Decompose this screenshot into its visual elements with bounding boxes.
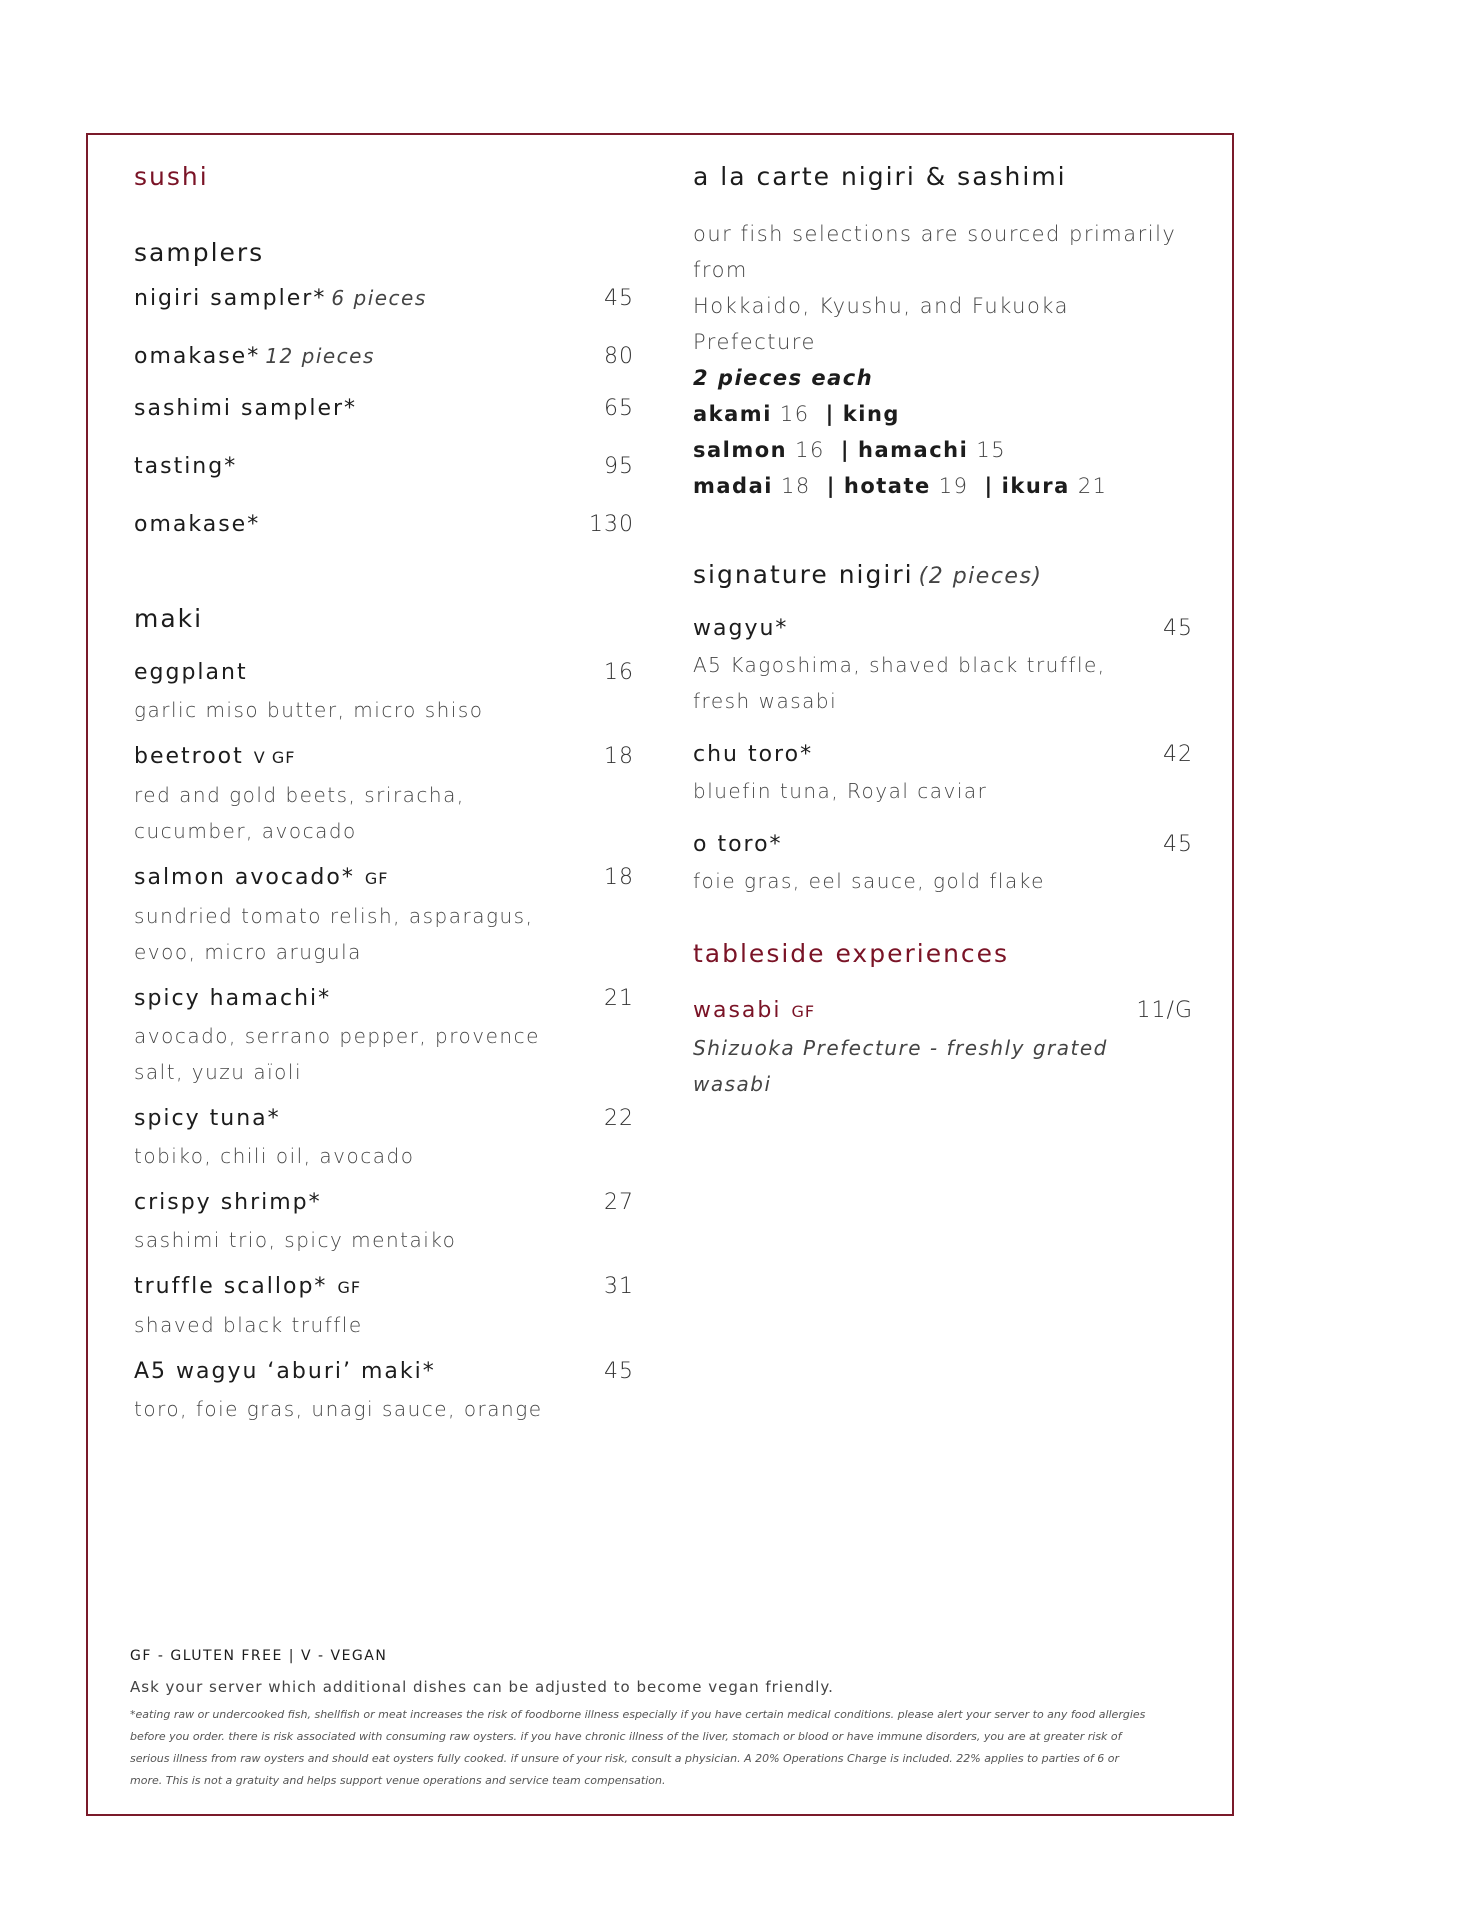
disclaimer-line: serious illness from raw oysters and should eat oysters fully cooked. if unsure of your risk, consult a physician. A 20% Operations Charge is included. 22% applies to parties of 6 or (130, 1752, 1120, 1765)
menu-item (693, 737, 1193, 809)
separator: | (984, 474, 994, 498)
item-description: fresh wasabi (693, 689, 838, 713)
item-name: omakase* (134, 344, 261, 369)
alc-description: our fish selections are sourced primarily from (693, 222, 1177, 282)
dietary-tag: V GF (253, 748, 296, 767)
alc-description: Hokkaido, Kyushu, and Fukuoka Prefecture (693, 294, 1069, 354)
item-price: 80 (604, 344, 634, 369)
item-price: 95 (604, 454, 634, 479)
alc-title: a la carte nigiri & sashimi (693, 162, 1067, 191)
item-price: 45 (1163, 832, 1193, 857)
signature-note: (2 pieces) (918, 564, 1043, 589)
dietary-tag: GF (791, 1002, 816, 1021)
item-price: 45 (1163, 616, 1193, 641)
item-description: bluefin tuna, Royal caviar (693, 779, 988, 803)
alc-items-line (693, 468, 1193, 504)
separator: | (840, 438, 851, 462)
alc-item-name: madai (693, 474, 773, 498)
item-description: garlic miso butter, micro shiso (134, 698, 484, 722)
item-price: 16 (604, 660, 634, 685)
item-name: omakase* (134, 512, 261, 537)
right-column (693, 158, 1193, 1102)
alc-pieces-note: 2 pieces each (693, 366, 874, 390)
item-name: sashimi sampler* (134, 396, 358, 421)
item-price: 18 (604, 744, 634, 769)
signature-title: signature nigiri (693, 560, 914, 589)
alc-item-name: hotate (843, 474, 931, 498)
item-description: Shizuoka Prefecture - freshly grated wasabi (693, 1036, 1108, 1096)
item-price: 45 (604, 1359, 634, 1384)
menu-item (693, 827, 1193, 899)
item-name: wasabi (693, 998, 782, 1023)
menu-item (693, 993, 1193, 1102)
menu-item (134, 1268, 634, 1343)
maki-title: maki (134, 604, 204, 633)
item-name: beetroot (134, 744, 244, 769)
item-name: crispy shrimp* (134, 1190, 322, 1215)
item-description: sundried tomato relish, asparagus, (134, 904, 534, 928)
item-description: salt, yuzu aïoli (134, 1060, 302, 1084)
samplers-title: samplers (134, 238, 265, 267)
item-price: 18 (604, 865, 634, 890)
item-name: wagyu* (693, 616, 789, 641)
alc-item-price: 21 (1077, 474, 1108, 498)
menu-item (134, 280, 634, 338)
item-description: evoo, micro arugula (134, 940, 362, 964)
menu-item (134, 1353, 634, 1427)
item-price: 27 (604, 1190, 634, 1215)
item-description: shaved black truffle (134, 1313, 363, 1337)
menu-item (134, 980, 634, 1090)
alc-item-name: akami (693, 402, 772, 426)
item-name: salmon avocado* (134, 865, 355, 890)
dietary-tag: GF (364, 869, 389, 888)
menu-item (134, 338, 634, 396)
menu-item (134, 1100, 634, 1174)
menu-item (134, 512, 634, 570)
alc-item-name: hamachi (858, 438, 969, 462)
item-description: tobiko, chili oil, avocado (134, 1144, 415, 1168)
dietary-tag: GF (337, 1278, 362, 1297)
item-name: nigiri sampler* (134, 286, 327, 311)
alc-item-price: 19 (938, 474, 969, 498)
item-description: sashimi trio, spicy mentaiko (134, 1228, 457, 1252)
item-name: truffle scallop* (134, 1274, 328, 1299)
alc-item-price: 15 (976, 438, 1007, 462)
separator: | (825, 402, 835, 426)
alc-item-price: 18 (780, 474, 811, 498)
dietary-legend: GF - GLUTEN FREE | V - VEGAN (130, 1648, 388, 1664)
item-note: 12 pieces (265, 344, 375, 368)
menu-item (134, 859, 634, 970)
tableside-title: tableside experiences (693, 939, 1010, 968)
separator: | (826, 474, 836, 498)
item-name: chu toro* (693, 742, 814, 767)
alc-item-name: king salmon (693, 402, 900, 462)
item-price: 42 (1163, 742, 1193, 767)
item-description: cucumber, avocado (134, 819, 357, 843)
item-price: 11/G (1136, 998, 1193, 1023)
disclaimer-line: more. This is not a gratuity and helps support venue operations and service team compensation. (130, 1774, 666, 1787)
menu-item (134, 654, 634, 728)
alc-item-price: 16 (795, 438, 825, 462)
section-title-sushi: sushi (134, 162, 209, 191)
menu-item (134, 1184, 634, 1258)
item-price: 65 (604, 396, 634, 421)
item-price: 31 (604, 1274, 634, 1299)
item-description: red and gold beets, sriracha, (134, 783, 465, 807)
disclaimer-line: *eating raw or undercooked fish, shellfish or meat increases the risk of foodborne illness especially if you have certain medical conditions. please alert your server to any food allergies (130, 1708, 1146, 1721)
alc-item-price: 16 (779, 402, 810, 426)
left-column (134, 158, 634, 1437)
item-description: A5 Kagoshima, shaved black truffle, (693, 653, 1106, 677)
item-name: tasting* (134, 454, 238, 479)
item-price: 45 (604, 286, 634, 311)
alc-item-name: ikura (1001, 474, 1070, 498)
item-description: toro, foie gras, unagi sauce, orange (134, 1397, 543, 1421)
vegan-note: Ask your server which additional dishes can be adjusted to become vegan friendly. (130, 1678, 834, 1696)
item-name: A5 wagyu ‘aburi’ maki* (134, 1359, 436, 1384)
disclaimer-line: before you order. there is risk associated with consuming raw oysters. if you have chronic illness of the liver, stomach or blood or have immune disorders, you are at greater risk of (130, 1730, 1122, 1743)
item-description: foie gras, eel sauce, gold flake (693, 869, 1045, 893)
item-note: 6 pieces (331, 286, 427, 310)
item-description: avocado, serrano pepper, provence (134, 1024, 540, 1048)
menu-item (134, 454, 634, 512)
item-name: spicy tuna* (134, 1106, 281, 1131)
item-price: 22 (604, 1106, 634, 1131)
menu-item (134, 738, 634, 849)
item-name: eggplant (134, 660, 248, 685)
menu-item (134, 396, 634, 454)
menu-item (693, 611, 1193, 719)
menu-footer (130, 1648, 1190, 1792)
item-price: 130 (589, 512, 634, 537)
item-price: 21 (604, 986, 634, 1011)
item-name: spicy hamachi* (134, 986, 332, 1011)
alc-items-line (693, 396, 1193, 468)
item-name: o toro* (693, 832, 783, 857)
